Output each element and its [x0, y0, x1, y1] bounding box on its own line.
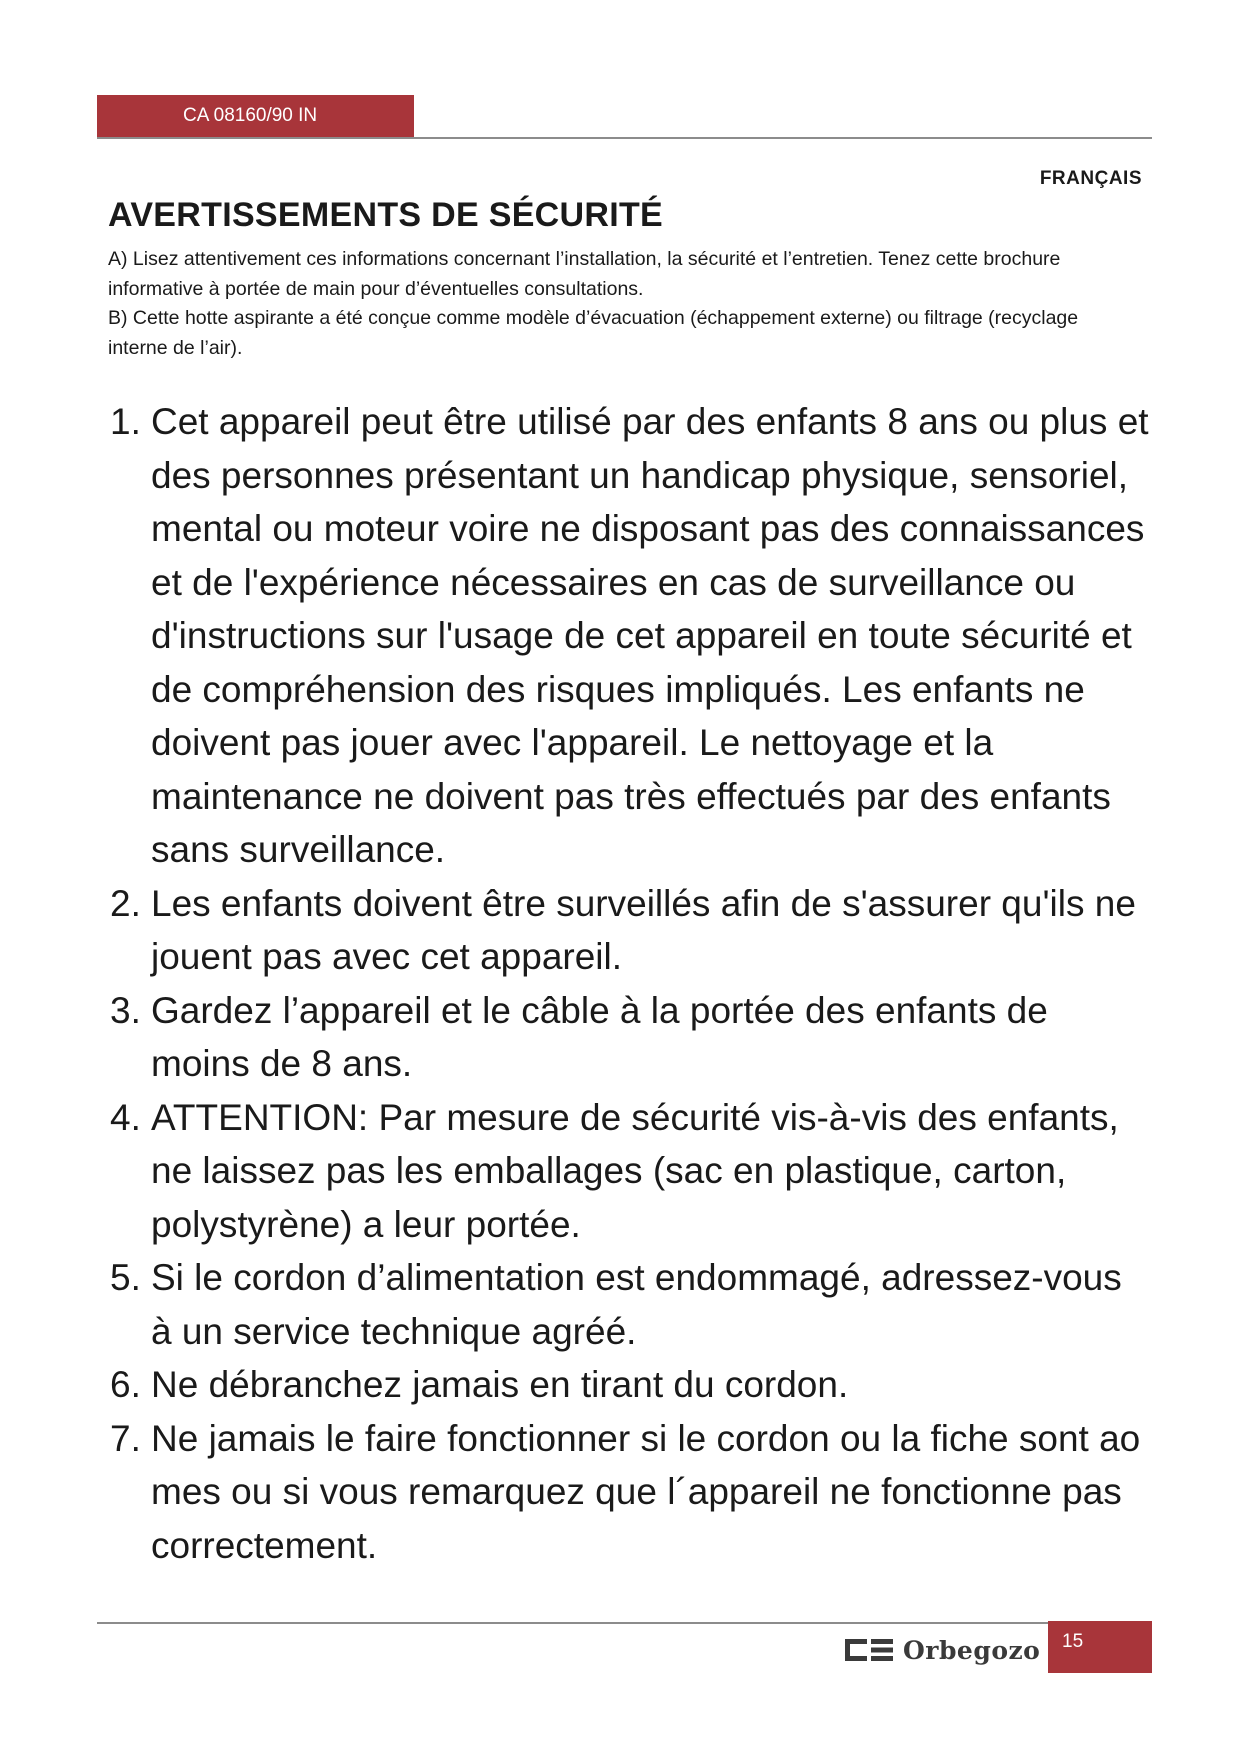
model-number: CA 08160/90 IN [183, 105, 318, 126]
intro-section [108, 245, 1108, 363]
page-number-box [1048, 1621, 1152, 1673]
list-item-text: ATTENTION: Par mesure de sécurité vis-à-vis des enfants, ne laissez pas les emballages (sac en plastique, carton, polystyrène) a leur portée. [151, 1096, 1119, 1245]
list-item-number: 3. [110, 989, 141, 1031]
brand-logo [845, 1634, 1040, 1666]
intro-paragraph-a: A) Lisez attentivement ces informations concernant l’installation, la sécurité et l’entretien. Tenez cette brochure informative à portée de main pour d’éventuelles consultations. [108, 248, 1061, 300]
list-item-text: Ne débranchez jamais en tirant du cordon. [151, 1364, 849, 1405]
list-item [110, 1412, 1150, 1573]
list-item-text: Cet appareil peut être utilisé par des enfants 8 ans ou plus et des personnes présentant un handicap physique, sensoriel, mental ou moteur voire ne disposant pas des connaissances et de l'expérience nécessaires en cas de surveillance ou d'instructions sur l'usage de cet appareil en toute sécurité et de compréhension des risques impliqués. Les enfants ne doivent pas jouer avec l'appareil. Le nettoyage et la maintenance ne doivent pas très effectués par des enfants sans surveillance. [151, 401, 1149, 870]
list-item-number: 1. [110, 401, 141, 442]
page-number: 15 [1062, 1631, 1084, 1652]
list-item-text: Les enfants doivent être surveillés afin de s'assurer qu'ils ne jouent pas avec cet appareil. [151, 882, 1136, 977]
list-item-number: 4. [110, 1096, 141, 1138]
brand-mark-icon [845, 1639, 893, 1661]
list-item [110, 984, 1150, 1091]
safety-list [110, 395, 1150, 1572]
list-item-number: 7. [110, 1417, 141, 1459]
language-label: FRANÇAIS [1039, 168, 1142, 189]
model-header-tab [97, 95, 414, 137]
header-divider [97, 137, 1152, 139]
intro-paragraph-b: B) Cette hotte aspirante a été conçue comme modèle d’évacuation (échappement externe) ou filtrage (recyclage interne de l’air). [108, 307, 1079, 359]
list-item [110, 1091, 1150, 1252]
list-item-text: Si le cordon d’alimentation est endommagé, adressez-vous à un service technique agréé. [151, 1257, 1122, 1352]
list-item-number: 2. [110, 882, 141, 924]
list-item [110, 395, 1150, 877]
page-title: AVERTISSEMENTS DE SÉCURITÉ [108, 196, 664, 234]
footer-divider [97, 1622, 1055, 1624]
list-item [110, 1358, 1150, 1412]
list-item-number: 5. [110, 1257, 141, 1298]
list-item-text: Gardez l’appareil et le câble à la portée des enfants de moins de 8 ans. [151, 989, 1048, 1084]
list-item [110, 877, 1150, 984]
list-item-number: 6. [110, 1364, 141, 1405]
list-item [110, 1251, 1150, 1358]
brand-name: Orbegozo [903, 1635, 1041, 1665]
list-item-text: Ne jamais le faire fonctionner si le cordon ou la fiche sont ao mes ou si vous remarquez que l´appareil ne fonctionne pas correctement. [151, 1417, 1141, 1566]
